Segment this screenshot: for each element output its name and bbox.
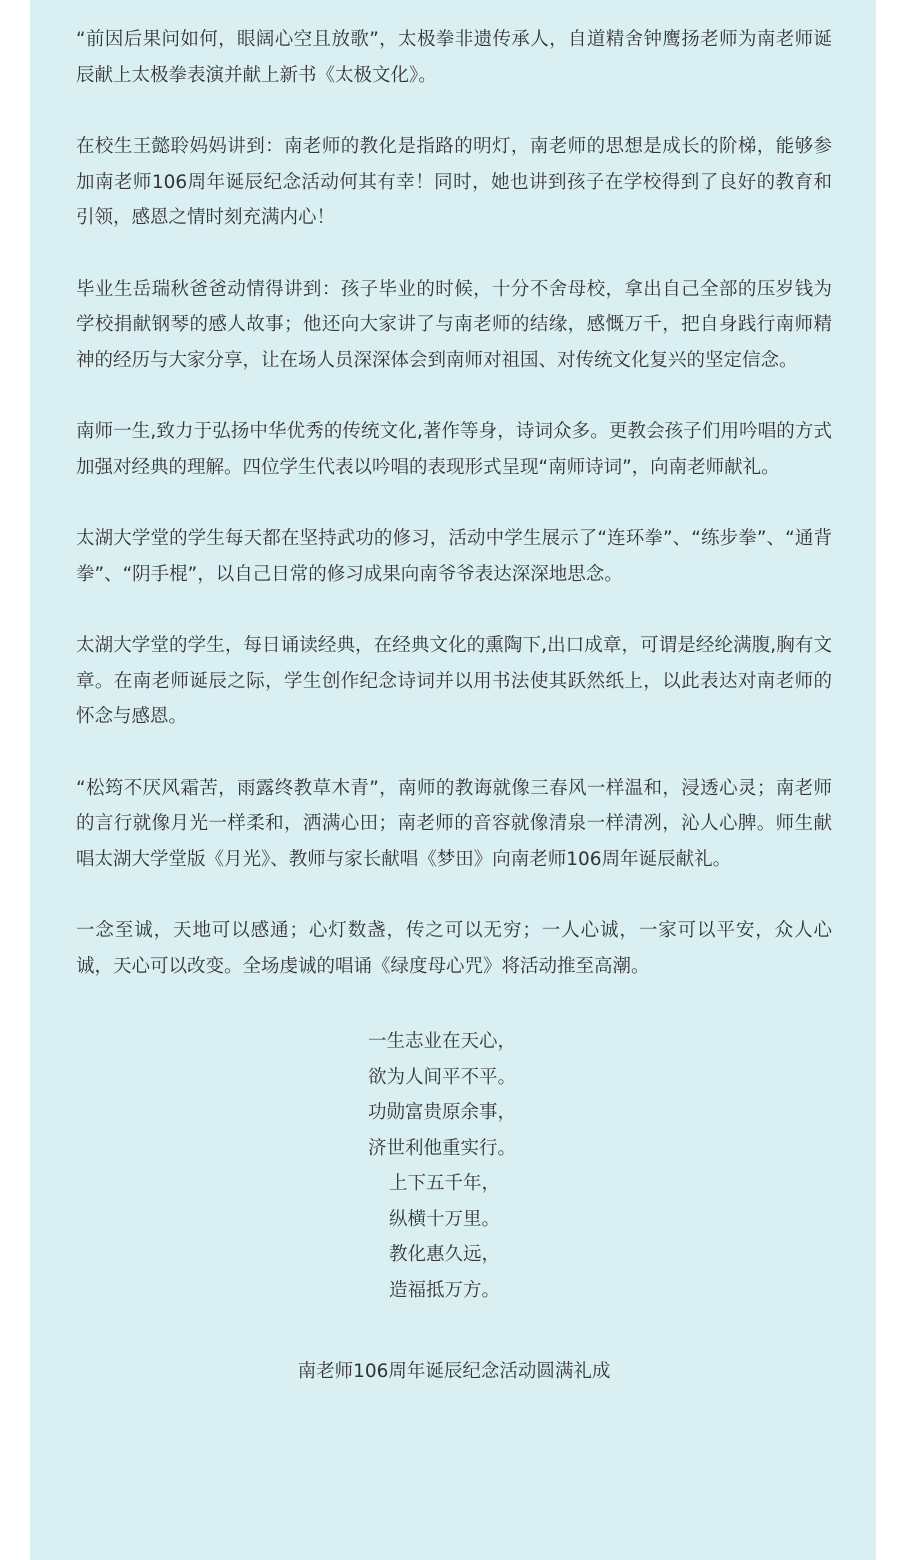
article-body (76, 22, 832, 1390)
paragraph-poetry-chanting: 南师一生,致力于弘扬中华优秀的传统文化,著作等身，诗词众多。更教会孩子们用吟唱的方式加强对经典的理解。四位学生代表以吟唱的表现形式呈现“南师诗词”，向南老师献礼。 (76, 421, 832, 478)
paragraph-chanting-climax: 一念至诚，天地可以感通；心灯数盏，传之可以无穷；一人心诚，一家可以平安，众人心诚，天心可以改变。全场虔诚的唱诵《绿度母心咒》将活动推至高潮。 (76, 920, 832, 977)
article-page (30, 0, 876, 1560)
paragraph-songs: “松筠不厌风霜苦，雨露终教草木青”，南师的教诲就像三春风一样温和，浸透心灵；南老师的言行就像月光一样柔和，洒满心田；南老师的音容就像清泉一样清冽，沁人心脾。师生献唱太湖大学堂版《月光》、教师与家长献唱《梦田》向南老师106周年诞辰献礼。 (76, 777, 832, 870)
poem-line: 教化惠久远， (389, 1244, 501, 1265)
poem-line: 造福抵万方。 (389, 1279, 501, 1301)
paragraph-student-mother: 在校生王懿聆妈妈讲到：南老师的教化是指路的明灯，南老师的思想是成长的阶梯，能够参加南老师106周年诞辰纪念活动何其有幸！同时，她也讲到孩子在学校得到了良好的教育和引领，感恩之情时刻充满内心！ (76, 136, 832, 228)
paragraph-graduate-father: 毕业生岳瑞秋爸爸动情得讲到：孩子毕业的时候，十分不舍母校，拿出自己全部的压岁钱为学校捐献钢琴的感人故事；他还向大家讲了与南老师的结缘，感慨万千，把自身践行南师精神的经历与大家分享，让在场人员深深体会到南师对祖国、对传统文化复兴的坚定信念。 (76, 278, 832, 371)
poem-line: 纵横十万里。 (389, 1208, 501, 1230)
poem-line: 功勋富贵原余事， (368, 1102, 517, 1123)
poem-line: 济世利他重实行。 (368, 1137, 517, 1159)
paragraph-taiji-performance: “前因后果问如何，眼阔心空且放歌”，太极拳非遗传承人，自道精舍钟鹰扬老师为南老师诞辰献上太极拳表演并献上新书《太极文化》。 (76, 29, 832, 86)
poem (76, 1024, 832, 1308)
paragraph-martial-arts: 太湖大学堂的学生每天都在坚持武功的修习，活动中学生展示了“连环拳”、“练步拳”、“通背拳”、“阴手棍”，以自己日常的修习成果向南爷爷表达深深地思念。 (76, 528, 832, 585)
poem-line: 欲为人间平不平。 (368, 1066, 517, 1088)
poem-line: 上下五千年， (389, 1173, 501, 1194)
closing-line: 南老师106周年诞辰纪念活动圆满礼成 (297, 1361, 611, 1382)
poem-line: 一生志业在天心， (368, 1031, 517, 1052)
paragraph-calligraphy: 太湖大学堂的学生，每日诵读经典，在经典文化的熏陶下,出口成章，可谓是经纶满腹,胸有文章。在南老师诞辰之际，学生创作纪念诗词并以用书法使其跃然纸上，以此表达对南老师的怀念与感恩。 (76, 635, 832, 727)
